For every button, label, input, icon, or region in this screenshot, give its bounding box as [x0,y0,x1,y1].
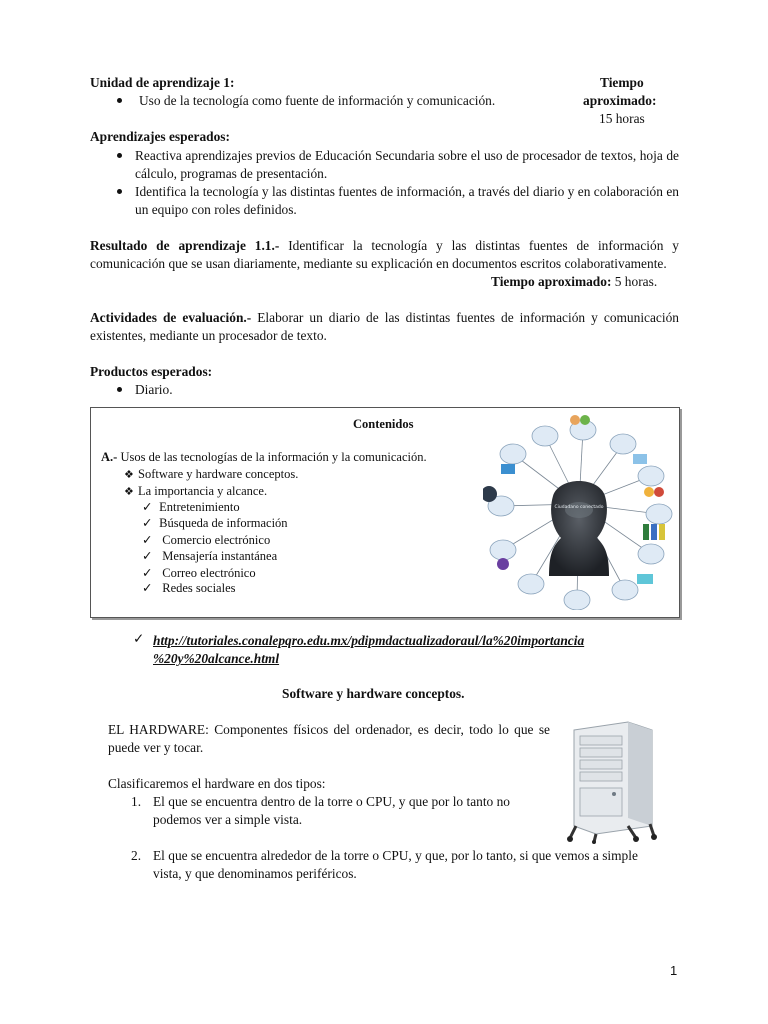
page-number: 1 [670,963,678,978]
tutorial-link-line-1[interactable]: http://tutoriales.conalepqro.edu.mx/pdipmdactualizadoraul/la%20importancia [153,633,585,648]
computer-tower-image [566,718,658,844]
check-icon: ✓ [142,533,153,547]
bullet-dot [117,387,122,392]
section-title: Software y hardware conceptos. [282,686,465,701]
result-time-value: 5 horas. [614,274,658,289]
contents-a-label: A.- [101,450,118,464]
hardware-p2: Clasificaremos el hardware en dos tipos: [108,776,326,791]
ict-diagram-image [483,414,675,610]
check-icon: ✓ [142,549,153,563]
unit-time-value: 15 horas [599,111,645,126]
result-label: Resultado de aprendizaje 1.1.- [90,238,280,253]
diagram-center-label: Ciudadano conectado [554,505,604,510]
contents-sub-1: ❖ Software y hardware conceptos. [124,465,298,484]
contents-check-1: ✓ Entretenimiento [142,500,240,514]
unit-heading: Unidad de aprendizaje 1: [90,75,235,90]
unit-bullet: Uso de la tecnología como fuente de información y comunicación. [139,93,496,108]
activities-text: Elaborar un diario de las distintas fuentes de información y comunicación existentes, mediante un procesador de texto. [90,310,679,343]
unit-time-label-1: Tiempo [600,75,644,90]
check-icon: ✓ [142,566,153,580]
check-icon: ✓ [133,631,145,646]
bullet-dot [117,98,122,103]
result-time [491,273,657,291]
hardware-p1: EL HARDWARE: Componentes físicos del ordenador, es decir, todo lo que se puede ver y tocar. [108,722,550,755]
result-text: Identificar la tecnología y las distintas fuentes de información y comunicación que se usan diariamente, mediante su explicación en documentos escritos colaborativamente. [90,238,679,271]
unit-time-label-2: aproximado: [583,93,657,108]
hardware-item-2-num: 2. [131,848,142,863]
products-item: Diario. [135,382,173,397]
expected-item-1: Reactiva aprendizajes previos de Educación Secundaria sobre el uso de procesador de textos, hoja de cálculo, programas de presentación. [135,148,679,181]
contents-sub-2: ❖ La importancia y alcance. [124,482,267,501]
check-icon: ✓ [142,581,153,595]
hardware-item-1-num: 1. [131,794,142,809]
contents-box [90,407,680,618]
contents-check-3: ✓ Comercio electrónico [142,533,271,547]
contents-title: Contenidos [353,417,414,431]
contents-check-6: ✓ Redes sociales [142,581,236,595]
link-block [133,630,147,648]
activities-label: Actividades de evaluación.- [90,310,252,325]
tutorial-link-line-2[interactable]: %20y%20alcance.html [153,651,280,666]
contents-check-2: ✓ Búsqueda de información [142,516,288,530]
diamond-bullet-icon: ❖ [124,486,134,498]
check-icon: ✓ [142,516,153,530]
expected-heading: Aprendizajes esperados: [90,129,230,144]
contents-a [101,448,427,466]
activities-paragraph [90,309,679,345]
expected-item-2: Identifica la tecnología y las distintas fuentes de información, a través del diario y en colaboración en un equipo con roles definidos. [135,184,679,217]
products-heading: Productos esperados: [90,364,213,379]
bullet-dot [117,189,122,194]
contents-a-text: Usos de las tecnologías de la información y la comunicación. [120,450,427,464]
contents-check-4: ✓ Mensajería instantánea [142,549,278,563]
result-paragraph [90,237,679,273]
diamond-bullet-icon: ❖ [124,469,134,481]
contents-check-5: ✓ Correo electrónico [142,566,256,580]
check-icon: ✓ [142,500,153,514]
hardware-item-2: El que se encuentra alrededor de la torre o CPU, y que, por lo tanto, si que vemos a simple vista, y que denominamos periféricos. [153,848,638,881]
hardware-item-1: El que se encuentra dentro de la torre o CPU, y que por lo tanto no podemos ver a simple vista. [153,794,510,827]
bullet-dot [117,153,122,158]
result-time-label: Tiempo aproximado: [491,274,612,289]
